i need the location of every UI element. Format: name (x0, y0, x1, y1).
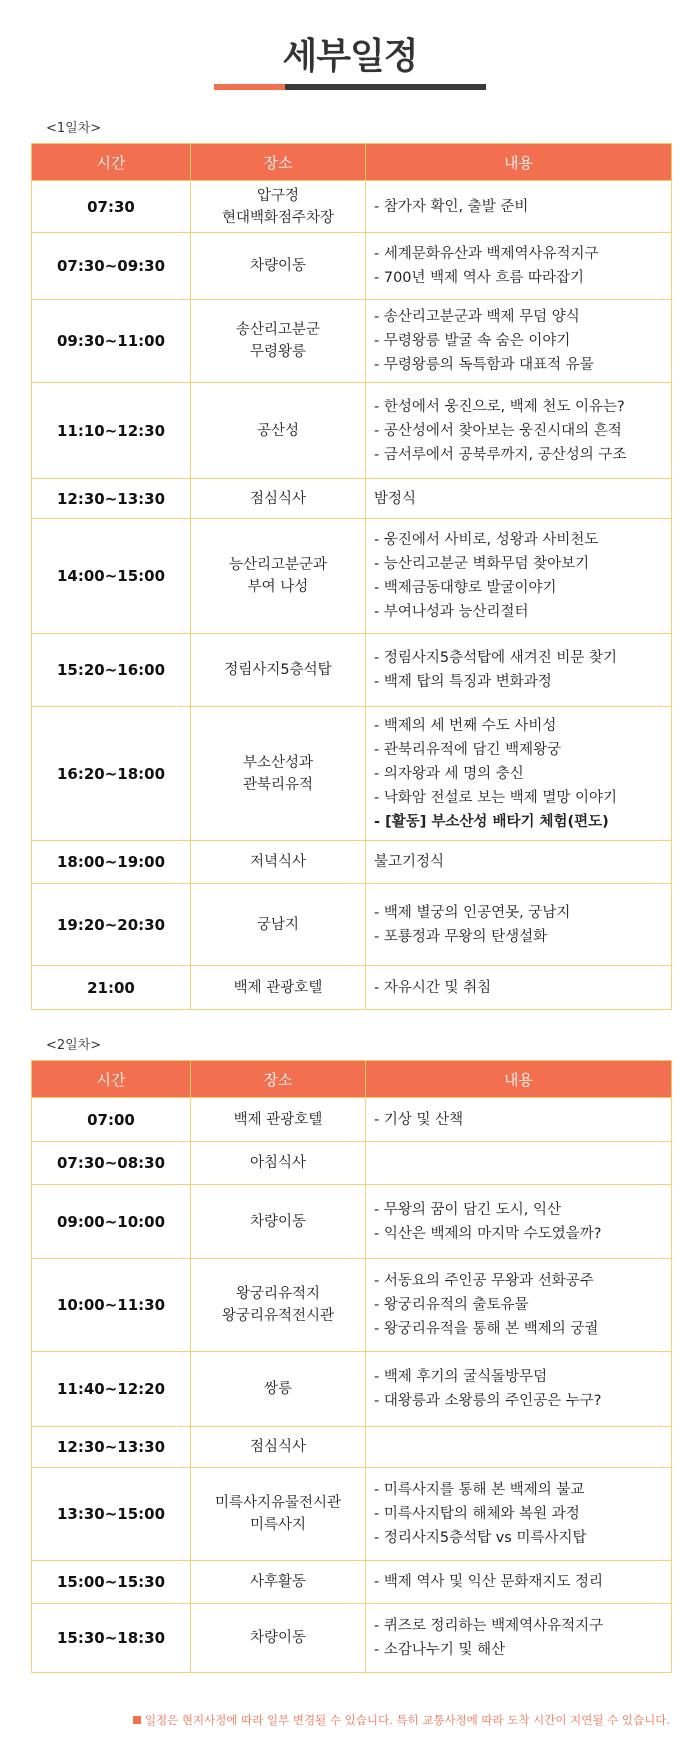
place-line: 미륵사지유물전시관 (214, 1495, 342, 1511)
place-cell (191, 884, 366, 966)
time-cell: 15:20~16:00 (32, 634, 191, 707)
content-line: - 미륵사지를 통해 본 백제의 불교 (374, 1482, 585, 1498)
time-cell: 11:10~12:30 (32, 383, 191, 479)
place-cell (191, 1098, 366, 1142)
content-line: - 백제 후기의 굴식돌방무덤 (374, 1369, 548, 1385)
content-line: - 송산리고분군과 백제 무덤 양식 (374, 309, 580, 325)
content-cell (366, 181, 672, 233)
place-line: 무령왕릉 (249, 344, 307, 360)
content-line: - 자유시간 및 취침 (374, 979, 492, 996)
content-line: - 백제 역사 및 익산 문화재지도 정리 (374, 1574, 603, 1590)
content-line: - 금서루에서 공북루까지, 공산성의 구조 (374, 446, 627, 463)
time-cell: 15:00~15:30 (32, 1561, 191, 1604)
time-cell: 11:40~12:20 (32, 1352, 191, 1427)
content-cell (366, 1259, 672, 1352)
content-line: - 백제의 세 번째 수도 사비성 (374, 717, 557, 734)
content-line: - 참가자 확인, 출발 준비 (374, 198, 529, 215)
table-row (32, 233, 672, 300)
footnote (133, 1712, 670, 1728)
content-cell (366, 300, 672, 383)
table-row (32, 707, 672, 841)
page-title: 세부일정 (282, 36, 418, 77)
title-section (0, 0, 700, 100)
place-cell (191, 1468, 366, 1561)
table-row (32, 884, 672, 966)
place-cell (191, 1427, 366, 1468)
place-line: 차량이동 (249, 1630, 307, 1646)
time-cell: 19:20~20:30 (32, 884, 191, 966)
header-time: 시간 (32, 144, 191, 181)
title-underline (214, 84, 486, 90)
content-cell (366, 1185, 672, 1259)
table-row (32, 1427, 672, 1468)
footnote-text: 일정은 현지사정에 따라 일부 변경될 수 있습니다. 특히 교통사정에 따라 도착 시간이 지연될 수 있습니다. (144, 1713, 670, 1727)
table-row (32, 1185, 672, 1259)
place-cell (191, 1142, 366, 1185)
time-cell: 15:30~18:30 (32, 1604, 191, 1673)
time-cell: 13:30~15:00 (32, 1468, 191, 1561)
table-row (32, 634, 672, 707)
place-cell (191, 233, 366, 300)
table-row (32, 300, 672, 383)
place-line: 송산리고분군 (235, 322, 321, 338)
content-line: - 무령왕릉의 독특함과 대표적 유물 (374, 357, 594, 373)
place-line: 압구정 (256, 187, 300, 204)
content-line: - 한성에서 웅진으로, 백제 천도 이유는? (374, 398, 625, 415)
place-cell (191, 1604, 366, 1673)
day2-schedule-table (31, 1060, 672, 1673)
content-cell (366, 884, 672, 966)
time-cell: 07:00 (32, 1098, 191, 1142)
place-cell (191, 181, 366, 233)
content-line: - 왕궁리유적을 통해 본 백제의 궁궐 (374, 1321, 599, 1337)
content-cell (366, 1098, 672, 1142)
time-cell: 18:00~19:00 (32, 841, 191, 884)
table-row (32, 181, 672, 233)
content-line: - 의자왕과 세 명의 충신 (374, 765, 524, 782)
content-cell (366, 479, 672, 519)
day1-rows (32, 181, 672, 1010)
content-line: - 웅진에서 사비로, 성왕과 사비천도 (374, 532, 599, 548)
place-line: 사후활동 (249, 1574, 307, 1590)
time-cell: 07:30 (32, 181, 191, 233)
content-cell (366, 841, 672, 884)
place-line: 능산리고분군과 (228, 557, 328, 573)
place-line: 아침식사 (249, 1155, 307, 1171)
content-cell (366, 519, 672, 634)
place-line: 공산성 (256, 422, 300, 439)
table-row (32, 383, 672, 479)
place-cell (191, 300, 366, 383)
content-cell (366, 1352, 672, 1427)
content-line: 불고기정식 (374, 854, 445, 870)
place-line: 쌍릉 (263, 1381, 292, 1397)
content-line: - 미륵사지탑의 해체와 복원 과정 (374, 1506, 580, 1522)
place-line: 정림사지5층석탑 (224, 662, 332, 678)
content-cell (366, 966, 672, 1010)
content-cell (366, 1468, 672, 1561)
place-cell (191, 1185, 366, 1259)
content-line: - 익산은 백제의 마지막 수도였을까? (374, 1225, 602, 1242)
place-line: 현대백화점주차장 (221, 209, 335, 226)
place-line: 점심식사 (249, 1439, 307, 1455)
content-cell (366, 634, 672, 707)
content-line: - 무왕의 꿈이 담긴 도시, 익산 (374, 1201, 561, 1218)
title-underline-accent (214, 84, 285, 90)
content-cell (366, 1604, 672, 1673)
place-cell (191, 1561, 366, 1604)
content-line: - 정림사지5층석탑에 새겨진 비문 찾기 (374, 650, 617, 666)
content-line: - 능산리고분군 벽화무덤 찾아보기 (374, 556, 590, 572)
content-line: - 서동요의 주인공 무왕과 선화공주 (374, 1273, 594, 1289)
table-row (32, 1098, 672, 1142)
day1-schedule-table (31, 143, 672, 1010)
place-line: 부소산성과 (242, 754, 314, 771)
content-line-activity: - [활동] 부소산성 배타기 체험(편도) (374, 813, 609, 830)
header-content: 내용 (366, 144, 672, 181)
content-line: - 왕궁리유적의 출토유물 (374, 1297, 529, 1313)
table-header-row (32, 1061, 672, 1098)
place-line: 차량이동 (249, 258, 307, 274)
time-cell: 09:00~10:00 (32, 1185, 191, 1259)
place-cell (191, 1352, 366, 1427)
table-row (32, 1259, 672, 1352)
time-cell: 16:20~18:00 (32, 707, 191, 841)
table-row (32, 1352, 672, 1427)
place-cell (191, 841, 366, 884)
place-cell (191, 707, 366, 841)
time-cell: 07:30~09:30 (32, 233, 191, 300)
content-line: - 기상 및 산책 (374, 1111, 464, 1128)
time-cell: 09:30~11:00 (32, 300, 191, 383)
table-row (32, 479, 672, 519)
table-row (32, 841, 672, 884)
header-place: 장소 (191, 144, 366, 181)
place-line: 왕궁리유적지 (235, 1286, 321, 1302)
content-line: - 포룡정과 무왕의 탄생설화 (374, 928, 548, 945)
day1-label: <1일차> (46, 121, 102, 136)
day2-label: <2일차> (46, 1038, 102, 1053)
table-header-row (32, 144, 672, 181)
place-line: 점심식사 (249, 490, 307, 507)
place-line: 왕궁리유적전시관 (221, 1308, 335, 1324)
place-cell (191, 383, 366, 479)
place-cell (191, 1259, 366, 1352)
time-cell: 07:30~08:30 (32, 1142, 191, 1185)
place-line: 궁남지 (256, 916, 300, 933)
content-line: - 퀴즈로 정리하는 백제역사유적지구 (374, 1618, 604, 1634)
content-cell (366, 707, 672, 841)
table-row (32, 1604, 672, 1673)
content-line: - 소감나누기 및 해산 (374, 1642, 506, 1658)
table-row (32, 519, 672, 634)
content-line: 밤정식 (374, 490, 417, 507)
content-cell (366, 1427, 672, 1468)
content-line: - 세계문화유산과 백제역사유적지구 (374, 246, 599, 262)
time-cell: 12:30~13:30 (32, 479, 191, 519)
table-row (32, 1468, 672, 1561)
content-line: - 백제 탑의 특징과 변화과정 (374, 674, 552, 690)
time-cell: 21:00 (32, 966, 191, 1010)
content-cell (366, 233, 672, 300)
time-cell: 10:00~11:30 (32, 1259, 191, 1352)
time-cell: 14:00~15:00 (32, 519, 191, 634)
place-line: 차량이동 (249, 1213, 307, 1230)
content-line: - 정리사지5층석탑 vs 미륵사지탑 (374, 1530, 587, 1546)
place-line: 백제 관광호텔 (233, 979, 323, 996)
content-cell (366, 1142, 672, 1185)
place-line: 관북리유적 (242, 776, 314, 793)
content-cell (366, 383, 672, 479)
place-cell (191, 519, 366, 634)
header-content: 내용 (366, 1061, 672, 1098)
square-bullet-icon (133, 1716, 141, 1724)
place-cell (191, 966, 366, 1010)
place-cell (191, 634, 366, 707)
table-row (32, 966, 672, 1010)
content-line: - 700년 백제 역사 흐름 따라잡기 (374, 270, 585, 286)
content-line: - 관북리유적에 담긴 백제왕궁 (374, 741, 562, 758)
table-row (32, 1142, 672, 1185)
time-cell: 12:30~13:30 (32, 1427, 191, 1468)
place-cell (191, 479, 366, 519)
header-time: 시간 (32, 1061, 191, 1098)
content-cell (366, 1561, 672, 1604)
place-line: 저녁식사 (249, 854, 307, 870)
content-line: - 낙화암 전설로 보는 백제 멸망 이야기 (374, 789, 617, 806)
day2-rows (32, 1098, 672, 1673)
header-place: 장소 (191, 1061, 366, 1098)
place-line: 백제 관광호텔 (233, 1111, 323, 1128)
content-line: - 무령왕릉 발굴 속 숨은 이야기 (374, 333, 571, 349)
content-line: - 대왕릉과 소왕릉의 주인공은 누구? (374, 1393, 602, 1409)
content-line: - 백제금동대향로 발굴이야기 (374, 580, 557, 596)
content-line: - 부여나성과 능산리절터 (374, 604, 529, 620)
content-line: - 백제 별궁의 인공연못, 궁남지 (374, 904, 571, 921)
place-line: 부여 나성 (247, 579, 309, 595)
content-line: - 공산성에서 찾아보는 웅진시대의 흔적 (374, 422, 622, 439)
table-row (32, 1561, 672, 1604)
place-line: 미륵사지 (249, 1517, 307, 1533)
